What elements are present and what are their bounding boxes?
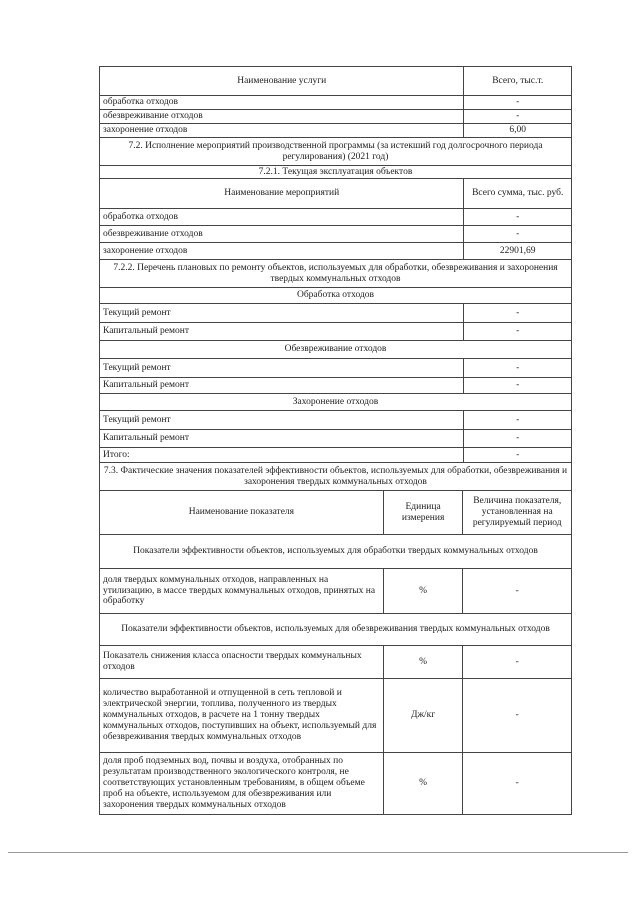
row-recycling-share: доля твердых коммунальных отходов, направленных на утилизацию, в массе твердых коммунальных отходов, принятых на обработку <box>100 569 384 613</box>
unit-energy-output: Дж/кг <box>384 679 464 752</box>
value-current-repair: - <box>516 362 520 373</box>
header-measure-name: Наименование мероприятий <box>100 179 464 208</box>
row-samples-share: доля проб подземных вод, почвы и воздуха, отобранных по результатам производственного экологического контроля, не соответствующих установленным требованиям, в общем объеме проб на объекте, используемом для обезвреживания или захоронения твердых коммунальных отходов <box>100 753 384 814</box>
row-processing: обработка отходов <box>100 96 464 109</box>
value-capital-repair: - <box>516 380 520 391</box>
row-hazard-class-reduction: Показатель снижения класса опасности твердых коммунальных отходов <box>100 646 384 678</box>
row-current-repair: Текущий ремонт <box>100 359 464 377</box>
value-neutralization: - <box>516 228 520 239</box>
row-total: Итого: <box>100 448 464 462</box>
value-burial: 22901,69 <box>499 245 536 256</box>
group-processing-indicators: Показатели эффективности объектов, используемых для обработки твердых коммунальных отходов <box>133 546 538 557</box>
section-7-3-heading: 7.3. Фактические значения показателей эффективности объектов, используемых для обработки, обезвреживания и захоронения твердых коммунальных отходов <box>103 465 568 487</box>
row-current-repair: Текущий ремонт <box>100 304 464 322</box>
services-volume-table <box>99 66 572 815</box>
section-7-2-1-heading: 7.2.1. Текущая эксплуатация объектов <box>258 166 413 177</box>
row-capital-repair: Капитальный ремонт <box>100 323 464 340</box>
value-samples-share: - <box>515 778 519 789</box>
row-capital-repair: Капитальный ремонт <box>100 430 464 447</box>
section-7-2-2-heading: 7.2.2. Перечень плановых по ремонту объектов, используемых для обработки, обезвреживания и захоронения твердых коммунальных отходов <box>113 262 558 284</box>
group-burial: Захоронение отходов <box>292 396 379 407</box>
value-recycling-share: - <box>515 585 519 596</box>
unit-samples-share: % <box>384 753 464 814</box>
header-indicator-name: Наименование показателя <box>100 491 384 534</box>
row-capital-repair: Капитальный ремонт <box>100 378 464 393</box>
value-processing: - <box>516 211 520 222</box>
page-bottom-rule <box>8 852 628 853</box>
header-total: Всего, тыс.т. <box>492 75 544 86</box>
group-neutralization-indicators: Показатели эффективности объектов, используемых для обезвреживания твердых коммунальных отходов <box>121 624 550 635</box>
value-processing: - <box>516 97 520 108</box>
unit-hazard-class-reduction: % <box>384 646 464 678</box>
header-unit: Единица измерения <box>384 491 464 534</box>
row-burial: захоронение отходов <box>100 124 464 137</box>
section-7-2-heading: 7.2. Исполнение мероприятий производственной программы (за истекший год долгосрочного периода регулирования) (2021 год) <box>128 140 543 162</box>
group-processing: Обработка отходов <box>296 290 375 301</box>
row-energy-output: количество выработанной и отпущенной в сеть тепловой и электрической энергии, топлива, полученного из твердых коммунальных отходов, в расчете на 1 тонну твердых коммунальных отходов, поступивших на объект, используемый для обезвреживания твердых коммунальных отходов <box>100 679 384 752</box>
value-capital-repair: - <box>516 433 520 444</box>
header-service-name: Наименование услуги <box>100 67 464 95</box>
header-indicator-value: Величина показателя, установленная на регулируемый период <box>472 496 562 528</box>
value-current-repair: - <box>516 414 520 425</box>
value-total: - <box>516 449 520 460</box>
value-burial: 6,00 <box>509 125 527 136</box>
value-hazard-class-reduction: - <box>515 656 519 667</box>
value-current-repair: - <box>516 307 520 318</box>
row-neutralization: обезвреживание отходов <box>100 226 464 242</box>
unit-recycling-share: % <box>384 569 464 613</box>
value-energy-output: - <box>515 710 519 721</box>
row-burial: захоронение отходов <box>100 243 464 259</box>
value-neutralization: - <box>516 111 520 122</box>
row-neutralization: обезвреживание отходов <box>100 110 464 123</box>
group-neutralization: Обезвреживание отходов <box>284 344 387 355</box>
header-total-sum: Всего сумма, тыс. руб. <box>472 188 564 199</box>
row-processing: обработка отходов <box>100 209 464 225</box>
row-current-repair: Текущий ремонт <box>100 411 464 429</box>
value-capital-repair: - <box>516 326 520 337</box>
